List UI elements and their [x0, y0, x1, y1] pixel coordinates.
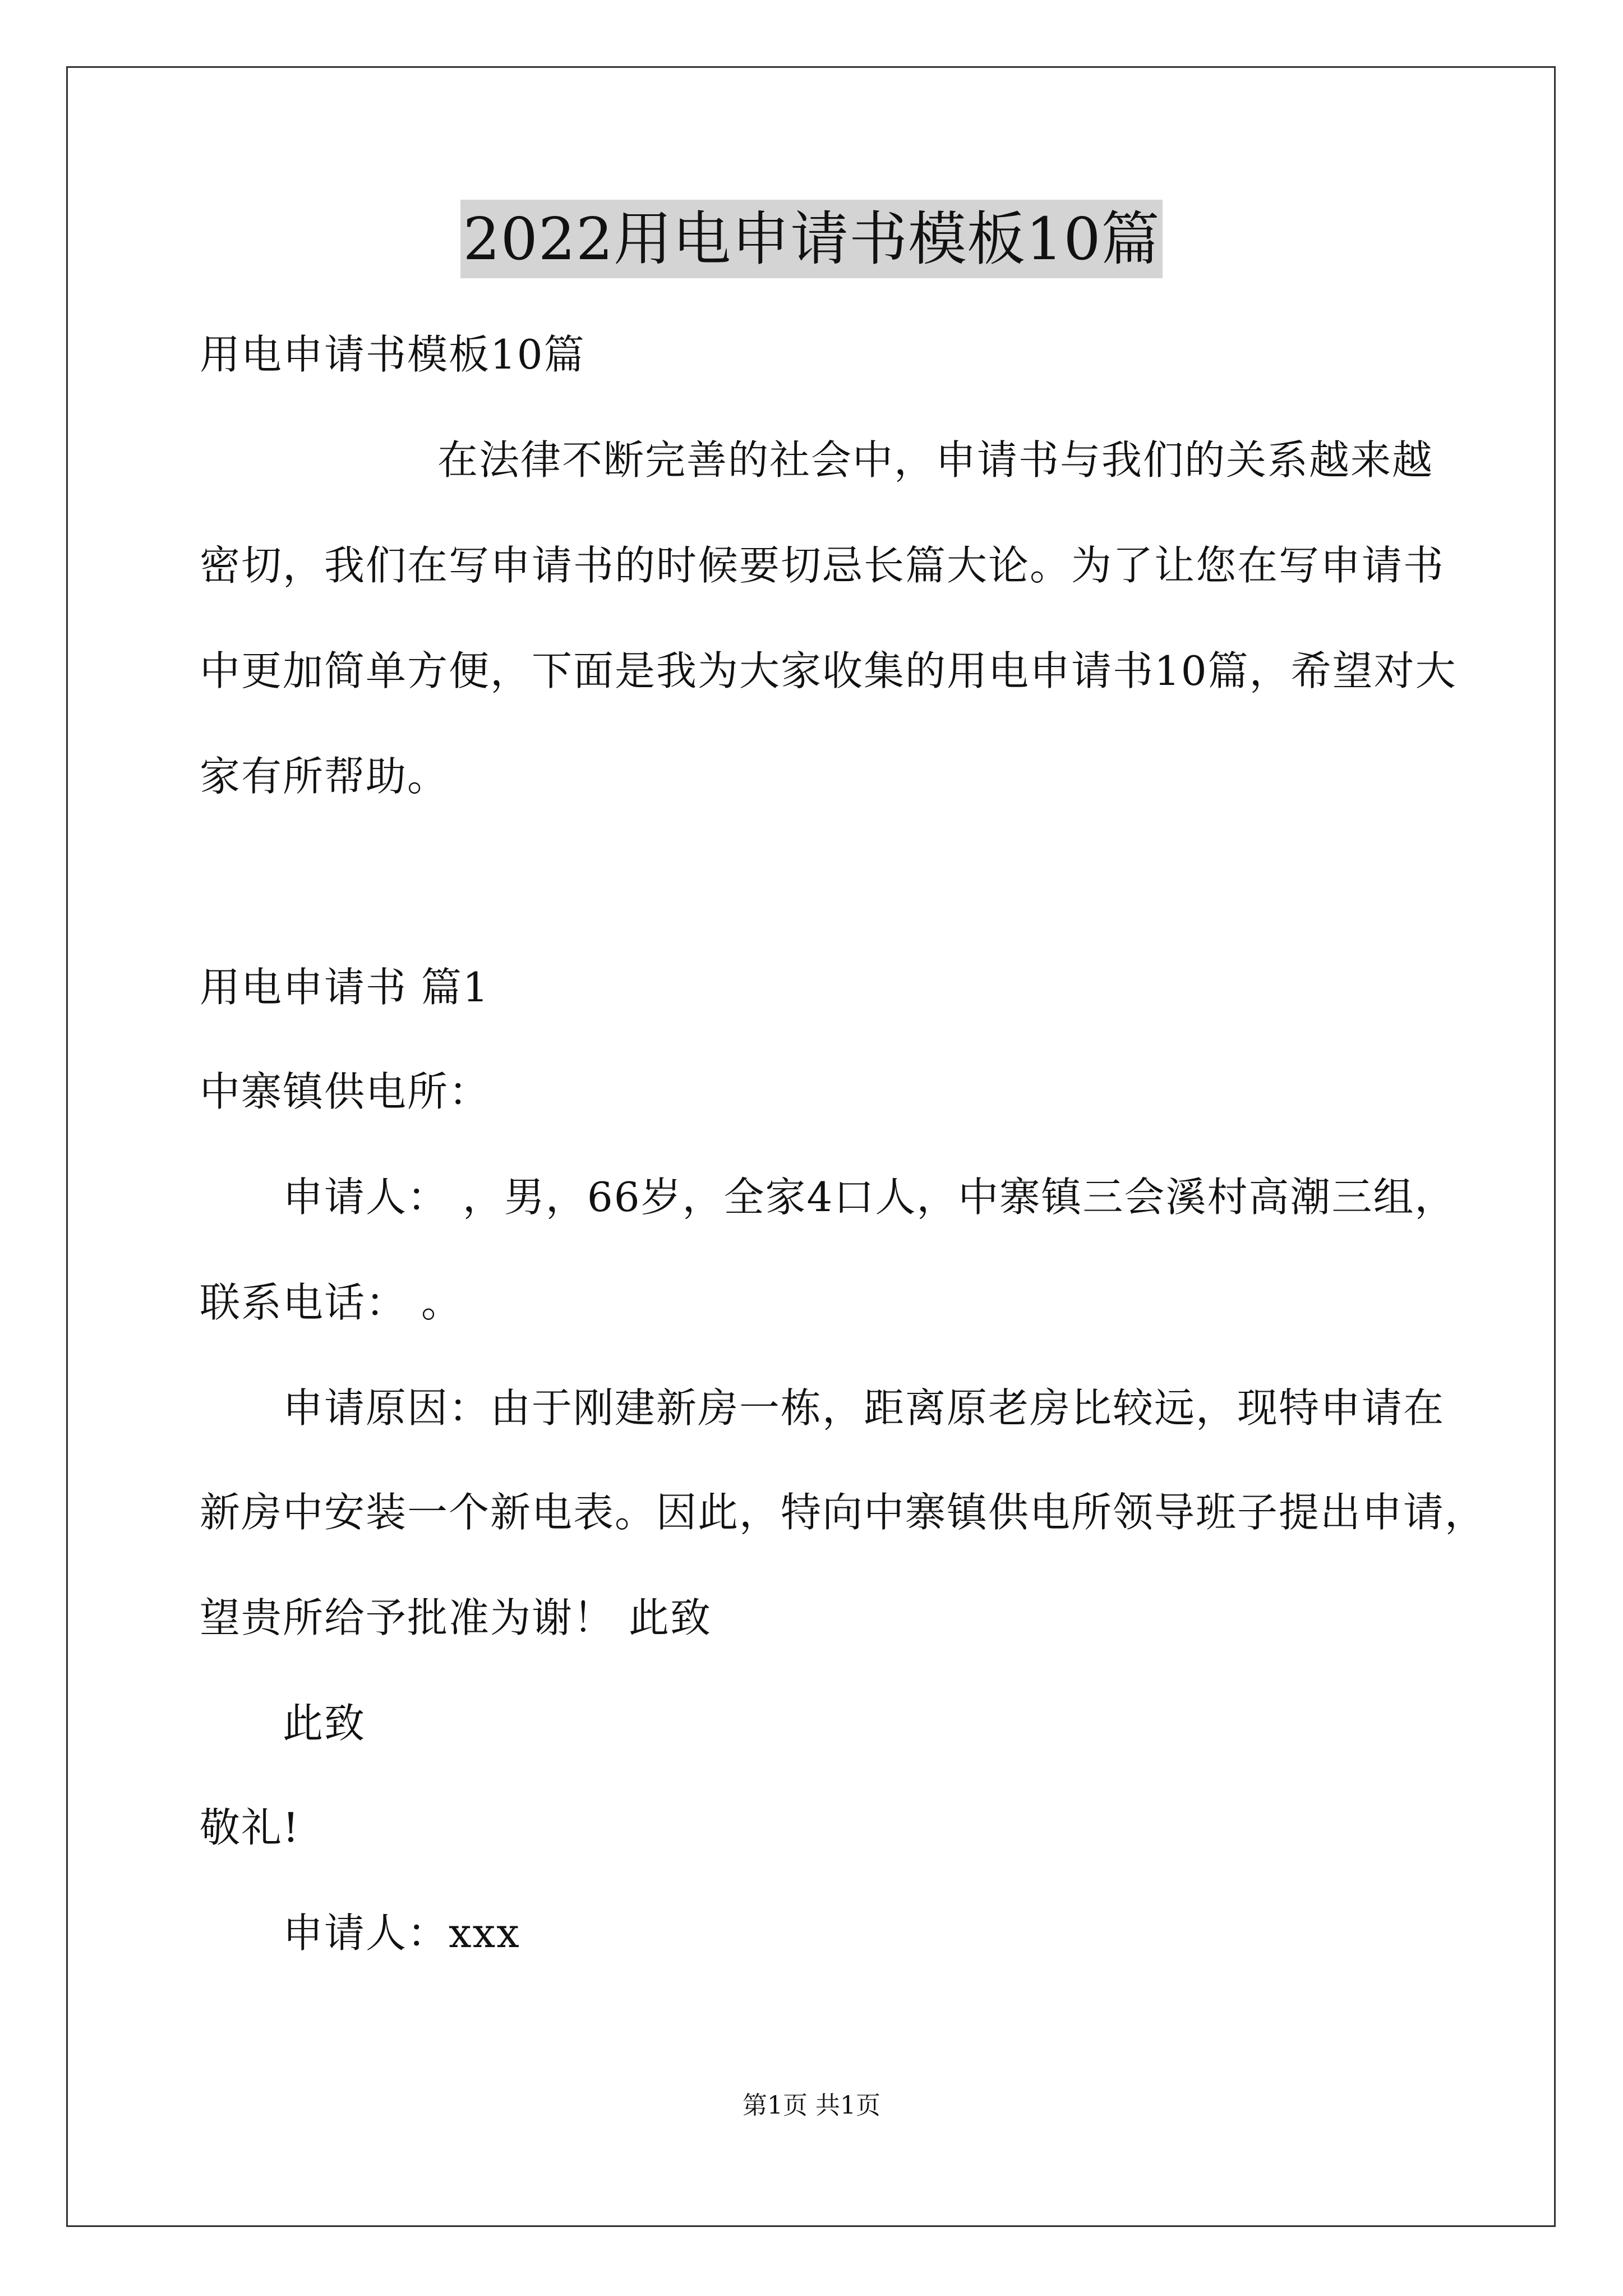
intro-line: 中更加简单方便，下面是我为大家收集的用电申请书10篇，希望对大	[200, 647, 1457, 694]
applicant-line: 联系电话： 。	[200, 1279, 463, 1326]
section-heading: 用电申请书 篇1	[200, 964, 490, 1011]
applicant-line: 申请人： ，男，66岁，全家4口人，中寨镇三会溪村高潮三组，	[283, 1174, 1456, 1221]
recipient-line: 中寨镇供电所：	[200, 1068, 491, 1115]
signature-line: 申请人：xxx	[283, 1910, 520, 1957]
page-footer: 第1页 共1页	[743, 2091, 880, 2120]
salute-line: 敬礼!	[200, 1804, 300, 1851]
reason-line: 新房中安装一个新电表。因此，特向中寨镇供电所领导班子提出申请，	[200, 1489, 1487, 1536]
intro-line: 密切，我们在写申请书的时候要切忌长篇大论。为了让您在写申请书	[200, 542, 1445, 589]
reason-line: 望贵所给予批准为谢！ 此致	[200, 1594, 712, 1641]
document-title-block	[0, 200, 1623, 278]
intro-line: 在法律不断完善的社会中，申请书与我们的关系越来越	[437, 436, 1434, 484]
intro-line: 家有所帮助。	[200, 753, 449, 800]
document-title: 2022用电申请书模板10篇	[460, 200, 1162, 278]
closing-line: 此致	[283, 1700, 366, 1747]
page-border	[66, 66, 1556, 2227]
reason-line: 申请原因：由于刚建新房一栋，距离原老房比较远，现特申请在	[283, 1384, 1445, 1432]
subtitle: 用电申请书模板10篇	[200, 331, 585, 378]
